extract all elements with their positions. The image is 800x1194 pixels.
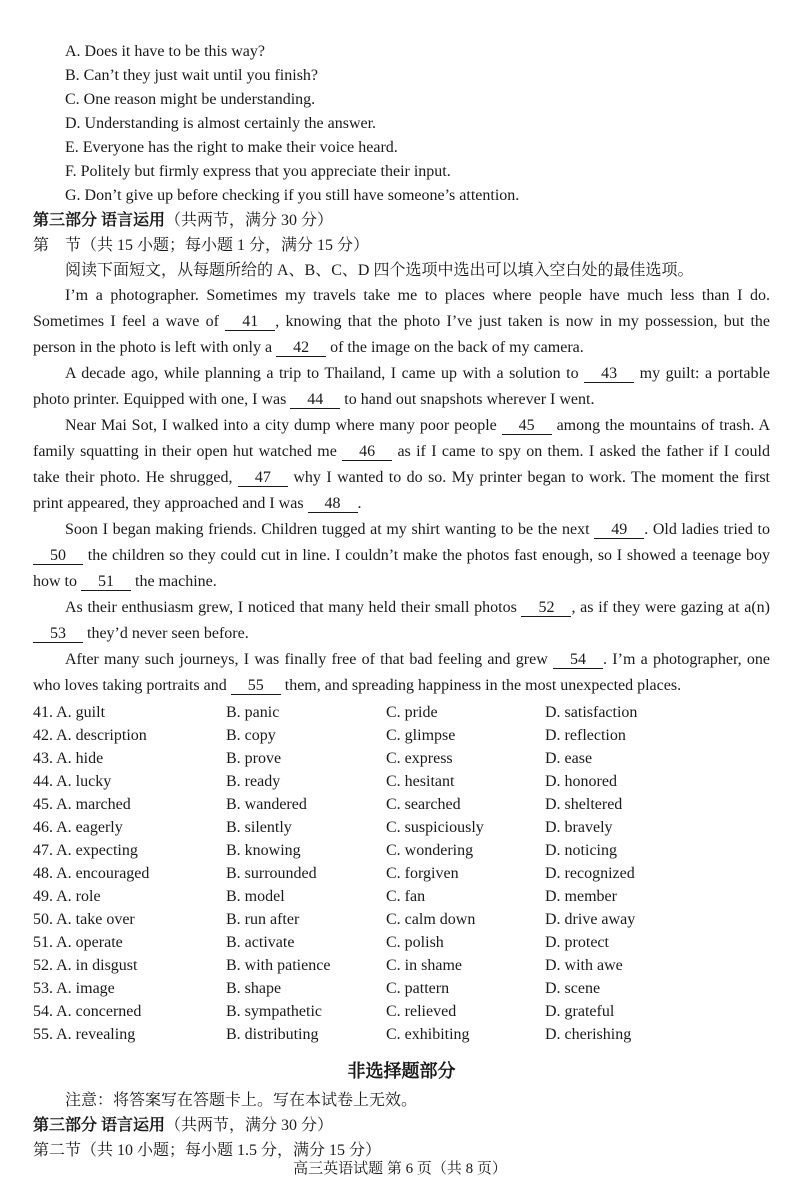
cloze-option-55-d: D. cherishing: [545, 1026, 632, 1043]
cloze-option-52-d: D. with awe: [545, 957, 623, 974]
cloze-option-51-a: 51. A. operate: [33, 934, 123, 951]
cloze-option-48-b: B. surrounded: [226, 865, 317, 882]
cloze-option-41-c: C. pride: [386, 704, 438, 721]
cloze-blank-54: 54: [553, 651, 603, 669]
cloze-option-row: [33, 1023, 770, 1046]
cloze-option-50-b: B. run after: [226, 911, 300, 928]
cloze-option-44-c: C. hesitant: [386, 773, 455, 790]
cloze-option-47-b: B. knowing: [226, 842, 301, 859]
seven-choice-option-line: A. Does it have to be this way?: [65, 43, 265, 60]
page-footer: 高三英语试题 第 6 页（共 8 页）: [293, 1161, 507, 1177]
cloze-option-51-d: D. protect: [545, 934, 609, 951]
part3-heading: [33, 208, 770, 233]
cloze-option-row: [33, 954, 770, 977]
cloze-option-43-a: 43. A. hide: [33, 750, 104, 767]
cloze-option-43-b: B. prove: [226, 750, 282, 767]
cloze-paragraph: I’m a photographer. Sometimes my travels take me to places where people have much less than I do. Sometimes I feel a wave of 41 , knowing that the photo I’ve just taken is now in my possession, but the person in the photo is left with only a 42 of the image on the back of my camera.: [33, 287, 770, 356]
part3-heading-2-rest: （共两节，满分 30 分）: [165, 1117, 334, 1134]
non-mc-title: 非选择题部分: [347, 1061, 456, 1081]
cloze-option-52-c: C. in shame: [386, 957, 462, 974]
cloze-option-row: [33, 770, 770, 793]
cloze-option-53-c: C. pattern: [386, 980, 450, 997]
cloze-options-table: [33, 701, 770, 1046]
cloze-passage: [33, 283, 770, 699]
cloze-blank-48: 48: [308, 495, 358, 513]
cloze-option-49-b: B. model: [226, 888, 285, 905]
cloze-option-49-d: D. member: [545, 888, 617, 905]
seven-choice-option-line: E. Everyone has the right to make their voice heard.: [65, 139, 398, 156]
cloze-option-row: [33, 816, 770, 839]
cloze-blank-41: 41: [225, 313, 275, 331]
section2-line: 第二节（共 10 小题；每小题 1.5 分，满分 15 分）: [33, 1142, 382, 1159]
cloze-paragraph: Near Mai Sot, I walked into a city dump where many poor people 45 among the mountains of trash. A family squatting in their open hut watched me 46 as if I came to spy on them. I asked the father if I could take their photo. He shrugged, 47 why I wanted to do so. My printer began to work. The moment the first print appeared, they approached and I was 48 .: [33, 417, 771, 512]
part3-heading-bold: 第三部分 语言运用: [33, 212, 166, 229]
cloze-option-row: [33, 724, 770, 747]
cloze-blank-55: 55: [231, 677, 281, 695]
cloze-blank-45: 45: [502, 417, 552, 435]
cloze-option-51-b: B. activate: [226, 934, 295, 951]
cloze-paragraph: Soon I began making friends. Children tugged at my shirt wanting to be the next 49 . Old ladies tried to 50 the children so they could cut in line. I couldn’t make the photos fast enough, so I showed a teenage boy how to 51 the machine.: [33, 521, 771, 590]
cloze-option-row: [33, 931, 770, 954]
cloze-option-45-a: 45. A. marched: [33, 796, 131, 813]
seven-choice-option-line: F. Politely but firmly express that you appreciate their input.: [65, 163, 451, 180]
cloze-blank-52: 52: [521, 599, 571, 617]
cloze-option-47-a: 47. A. expecting: [33, 842, 138, 859]
cloze-option-42-b: B. copy: [226, 727, 276, 744]
cloze-option-49-a: 49. A. role: [33, 888, 101, 905]
cloze-blank-49: 49: [594, 521, 644, 539]
cloze-option-row: [33, 793, 770, 816]
cloze-paragraph: As their enthusiasm grew, I noticed that many held their small photos 52 , as if they were gazing at a(n) 53 they’d never seen before.: [33, 595, 770, 647]
notice-line: 注意：将答案写在答题卡上。写在本试卷上无效。: [65, 1092, 418, 1109]
cloze-option-42-a: 42. A. description: [33, 727, 147, 744]
cloze-option-row: [33, 977, 770, 1000]
cloze-option-54-a: 54. A. concerned: [33, 1003, 142, 1020]
seven-choice-option-line: G. Don’t give up before checking if you still have someone’s attention.: [65, 187, 520, 204]
cloze-option-53-b: B. shape: [226, 980, 282, 997]
cloze-blank-50: 50: [33, 547, 83, 565]
cloze-option-51-c: C. polish: [386, 934, 444, 951]
cloze-option-55-b: B. distributing: [226, 1026, 319, 1043]
cloze-option-55-c: C. exhibiting: [386, 1026, 470, 1043]
cloze-paragraph: A decade ago, while planning a trip to Thailand, I came up with a solution to 43 my guilt: a portable photo printer. Equipped with one, I was 44 to hand out snapshots wherever I went.: [33, 365, 770, 408]
cloze-option-46-c: C. suspiciously: [386, 819, 484, 836]
cloze-option-42-d: D. reflection: [545, 727, 626, 744]
part3-heading-rest: （共两节，满分 30 分）: [165, 212, 334, 229]
cloze-option-54-d: D. grateful: [545, 1003, 615, 1020]
cloze-option-48-a: 48. A. encouraged: [33, 865, 150, 882]
cloze-paragraph: After many such journeys, I was finally free of that bad feeling and grew 54 . I’m a photographer, one who loves taking portraits and 55 them, and spreading happiness in the most unexpected places.: [33, 651, 771, 694]
cloze-option-43-d: D. ease: [545, 750, 593, 767]
cloze-option-46-d: D. bravely: [545, 819, 613, 836]
cloze-blank-44: 44: [290, 391, 340, 409]
cloze-option-43-c: C. express: [386, 750, 453, 767]
seven-choice-option-line: C. One reason might be understanding.: [65, 91, 316, 108]
cloze-option-53-a: 53. A. image: [33, 980, 115, 997]
cloze-option-49-c: C. fan: [386, 888, 426, 905]
cloze-option-47-c: C. wondering: [386, 842, 474, 859]
seven-choice-option-line: D. Understanding is almost certainly the answer.: [65, 115, 377, 132]
cloze-option-row: [33, 908, 770, 931]
cloze-option-44-d: D. honored: [545, 773, 617, 790]
cloze-option-52-a: 52. A. in disgust: [33, 957, 138, 974]
section1-line: 第 节（共 15 小题；每小题 1 分，满分 15 分）: [33, 237, 370, 254]
cloze-blank-51: 51: [81, 573, 131, 591]
cloze-option-48-d: D. recognized: [545, 865, 635, 882]
cloze-option-row: [33, 747, 770, 770]
cloze-blank-46: 46: [342, 443, 392, 461]
cloze-option-54-c: C. relieved: [386, 1003, 457, 1020]
cloze-option-44-a: 44. A. lucky: [33, 773, 112, 790]
cloze-option-44-b: B. ready: [226, 773, 281, 790]
cloze-option-50-d: D. drive away: [545, 911, 636, 928]
cloze-option-41-a: 41. A. guilt: [33, 704, 106, 721]
cloze-option-47-d: D. noticing: [545, 842, 617, 859]
cloze-option-45-c: C. searched: [386, 796, 461, 813]
cloze-option-54-b: B. sympathetic: [226, 1003, 322, 1020]
cloze-blank-53: 53: [33, 625, 83, 643]
cloze-option-row: [33, 1000, 770, 1023]
cloze-option-41-b: B. panic: [226, 704, 280, 721]
cloze-instruction: 阅读下面短文，从每题所给的 A、B、C、D 四个选项中选出可以填入空白处的最佳选项。: [65, 262, 694, 279]
part3-heading-2-bold: 第三部分 语言运用: [33, 1117, 166, 1134]
cloze-option-55-a: 55. A. revealing: [33, 1026, 136, 1043]
cloze-option-45-b: B. wandered: [226, 796, 307, 813]
cloze-option-row: [33, 862, 770, 885]
seven-choice-option-line: B. Can’t they just wait until you finish?: [65, 67, 319, 84]
cloze-option-45-d: D. sheltered: [545, 796, 623, 813]
cloze-option-42-c: C. glimpse: [386, 727, 456, 744]
cloze-blank-43: 43: [584, 365, 634, 383]
cloze-option-41-d: D. satisfaction: [545, 704, 638, 721]
cloze-option-row: [33, 885, 770, 908]
cloze-option-row: [33, 701, 770, 724]
cloze-option-52-b: B. with patience: [226, 957, 331, 974]
cloze-option-48-c: C. forgiven: [386, 865, 459, 882]
seven-choice-options-list: [33, 40, 770, 208]
cloze-blank-42: 42: [276, 339, 326, 357]
cloze-blank-47: 47: [238, 469, 288, 487]
cloze-option-50-c: C. calm down: [386, 911, 476, 928]
cloze-option-46-a: 46. A. eagerly: [33, 819, 123, 836]
cloze-option-row: [33, 839, 770, 862]
cloze-option-53-d: D. scene: [545, 980, 601, 997]
cloze-option-50-a: 50. A. take over: [33, 911, 135, 928]
cloze-option-46-b: B. silently: [226, 819, 292, 836]
part3-heading-2: [33, 1113, 770, 1138]
